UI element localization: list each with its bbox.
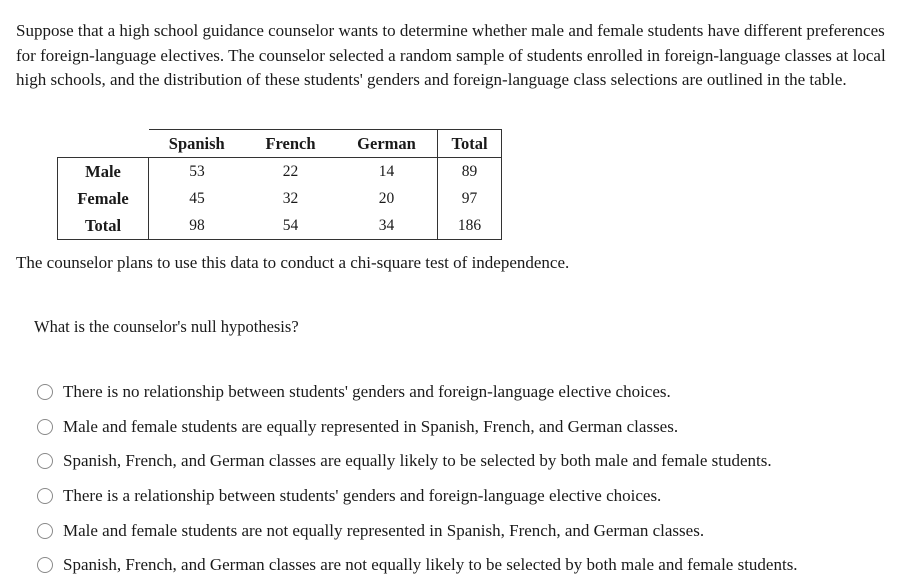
row-header: Male [58,158,149,186]
table-cell: 54 [245,212,336,240]
table-cell: 34 [336,212,438,240]
answer-option-label: Spanish, French, and German classes are not equally likely to be selected by both male and female students. [63,555,798,575]
table-cell: 32 [282,189,299,207]
table-cell: 97 [438,185,502,212]
answer-option[interactable] [37,479,798,514]
table-cell: 98 [149,212,246,240]
answer-options [37,375,798,583]
answer-option-label: There is a relationship between students' genders and foreign-language elective choices. [63,486,662,506]
contingency-table [57,129,502,240]
answer-option[interactable] [37,444,798,479]
radio-button[interactable] [37,523,53,539]
column-header: Spanish [149,130,246,158]
column-header: German [336,130,438,158]
table-row [58,158,502,186]
table-cell: 20 [378,189,395,207]
table-header-row [58,130,502,158]
table-cell: 186 [438,212,502,240]
radio-button[interactable] [37,488,53,504]
column-header: Total [438,130,502,158]
table-cell: 14 [378,162,395,180]
radio-button[interactable] [37,453,53,469]
answer-option[interactable] [37,513,798,548]
table-row [58,212,502,240]
column-header: French [245,130,336,158]
table-cell: 45 [189,189,205,207]
answer-option[interactable] [37,410,798,445]
test-plan-text: The counselor plans to use this data to conduct a chi-square test of independence. [16,253,570,272]
problem-intro: Suppose that a high school guidance counselor wants to determine whether male and female students have different preferences for foreign-language electives. The counselor selected a random sample of students enrolled in foreign-language classes at local high schools, and the distribution of these students' genders and foreign-language class selections are outlined in the table. [16,21,886,90]
table-cell: 89 [438,158,502,186]
answer-option-label: Spanish, French, and German classes are equally likely to be selected by both male and female students. [63,451,772,471]
answer-option[interactable] [37,375,798,410]
question-prompt: What is the counselor's null hypothesis? [34,317,299,336]
table-cell: 53 [189,162,205,180]
answer-option-label: There is no relationship between students' genders and foreign-language elective choices. [63,382,671,402]
row-header: Female [58,185,149,212]
answer-option-label: Male and female students are equally represented in Spanish, French, and German classes. [63,416,679,436]
answer-option-label: Male and female students are not equally represented in Spanish, French, and German classes. [63,520,705,540]
radio-button[interactable] [37,384,53,400]
row-header: Total [58,212,149,240]
table-corner [58,130,149,158]
radio-button[interactable] [37,557,53,573]
table-cell: 22 [282,162,299,180]
table-row [58,185,502,212]
answer-option[interactable] [37,548,798,583]
radio-button[interactable] [37,419,53,435]
